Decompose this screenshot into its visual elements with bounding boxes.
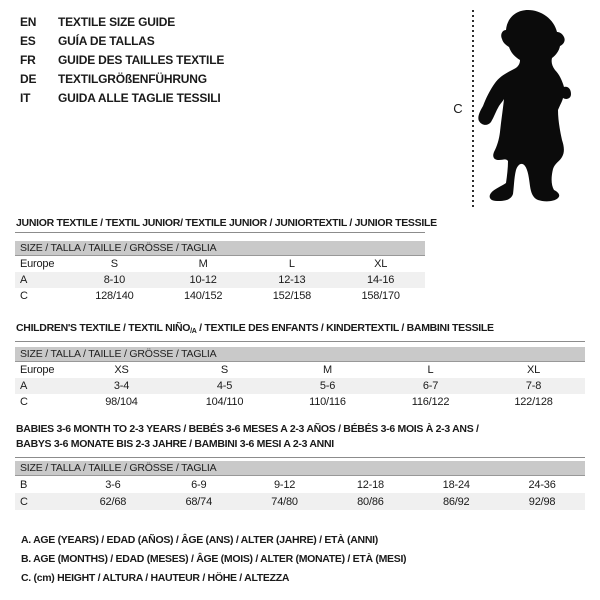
table-cell: 80/86 bbox=[357, 495, 384, 508]
language-code: EN bbox=[20, 15, 37, 29]
table-column-header: XL bbox=[526, 364, 541, 376]
table-row-label: C bbox=[20, 290, 28, 302]
table-row-label: A bbox=[20, 274, 28, 286]
table-cell: 74/80 bbox=[271, 495, 298, 508]
children-size-table bbox=[15, 341, 585, 410]
section-title-subscript: /A bbox=[190, 328, 197, 335]
table-row bbox=[15, 493, 585, 510]
table-cell: 3-4 bbox=[113, 380, 130, 392]
language-row bbox=[20, 89, 224, 108]
table-column-header: S bbox=[220, 364, 229, 376]
section-title-text: CHILDREN'S TEXTILE / TEXTIL NIÑO bbox=[16, 322, 191, 334]
table-cell: 86/92 bbox=[442, 495, 470, 508]
language-row bbox=[20, 51, 224, 70]
table-row-label: C bbox=[20, 495, 28, 508]
language-code: ES bbox=[20, 34, 36, 48]
language-row bbox=[20, 13, 224, 32]
table-cell: 5-6 bbox=[319, 380, 336, 392]
footnote-a: A. AGE (YEARS) / EDAD (AÑOS) / ÂGE (ANS) / ALTER (JAHRE) / ETÀ (ANNI) bbox=[21, 534, 378, 546]
table-row bbox=[15, 378, 585, 394]
footnote-b: B. AGE (MONTHS) / EDAD (MESES) / ÂGE (MOIS) / ALTER (MONATE) / ETÀ (MESI) bbox=[21, 553, 407, 565]
table-column-header: M bbox=[198, 258, 208, 270]
footnote-c: C. (cm) HEIGHT / ALTURA / HAUTEUR / HÖHE / ALTEZZA bbox=[21, 572, 290, 584]
language-title: GUIDE DES TAILLES TEXTILE bbox=[58, 53, 225, 67]
size-header-bar: SIZE / TALLA / TAILLE / GRÖSSE / TAGLIA bbox=[15, 347, 585, 362]
table-region-label: Europe bbox=[20, 364, 55, 376]
table-cell: 104/110 bbox=[205, 396, 244, 408]
language-list bbox=[20, 13, 224, 108]
height-dotted-line bbox=[472, 10, 474, 208]
table-column-header: XS bbox=[114, 364, 129, 376]
table-cell: 62/68 bbox=[99, 495, 127, 508]
table-column-header: XL bbox=[374, 258, 388, 270]
table-cell: 110/116 bbox=[309, 396, 346, 408]
table-cell: 158/170 bbox=[361, 290, 400, 302]
size-table bbox=[15, 256, 425, 304]
table-cell: 12-13 bbox=[278, 274, 306, 286]
table-cell: 18-24 bbox=[442, 478, 470, 491]
language-row bbox=[20, 70, 224, 89]
section-title-junior: JUNIOR TEXTILE / TEXTIL JUNIOR/ TEXTILE JUNIOR / JUNIORTEXTIL / JUNIOR TESSILE bbox=[16, 217, 437, 229]
table-row bbox=[15, 362, 585, 378]
babies-size-table bbox=[15, 457, 585, 510]
table-cell: 68/74 bbox=[185, 495, 212, 508]
table-cell: 152/158 bbox=[272, 290, 312, 302]
table-cell: 140/152 bbox=[183, 290, 223, 302]
table-row bbox=[15, 476, 585, 493]
language-title: TEXTILE SIZE GUIDE bbox=[58, 15, 176, 29]
language-code: DE bbox=[20, 72, 37, 86]
table-column-header: S bbox=[110, 258, 118, 270]
section-title-children bbox=[16, 321, 494, 340]
language-title: GUIDA ALLE TAGLIE TESSILI bbox=[58, 91, 221, 105]
table-cell: 9-12 bbox=[273, 478, 296, 491]
table-row bbox=[15, 394, 585, 410]
table-region-label: Europe bbox=[20, 258, 55, 270]
table-cell: 98/104 bbox=[105, 396, 138, 408]
size-header-bar: SIZE / TALLA / TAILLE / GRÖSSE / TAGLIA bbox=[15, 461, 585, 476]
table-row bbox=[15, 288, 425, 304]
baby-silhouette-icon bbox=[478, 10, 572, 202]
size-table bbox=[15, 362, 585, 410]
section-title-line1: BABIES 3-6 MONTH TO 2-3 YEARS / BEBÉS 3-6 MESES A 2-3 AÑOS / BÉBÉS 3-6 MOIS À 2-3 ANS / bbox=[16, 423, 479, 435]
table-cell: 10-12 bbox=[189, 274, 217, 286]
table-cell: 6-7 bbox=[422, 380, 439, 392]
table-row bbox=[15, 256, 425, 272]
language-row bbox=[20, 32, 224, 51]
height-label-c: C bbox=[453, 101, 463, 116]
language-code: FR bbox=[20, 53, 36, 67]
table-column-header: M bbox=[323, 364, 332, 376]
table-cell: 12-18 bbox=[356, 478, 384, 491]
footnotes bbox=[21, 531, 406, 588]
table-cell: 3-6 bbox=[105, 478, 121, 491]
table-row-label: C bbox=[20, 396, 28, 408]
language-title: GUÍA DE TALLAS bbox=[58, 34, 155, 48]
table-cell: 14-16 bbox=[367, 274, 395, 286]
size-table bbox=[15, 476, 585, 510]
table-cell: 4-5 bbox=[216, 380, 233, 392]
table-cell: 92/98 bbox=[528, 495, 556, 508]
table-row-label: B bbox=[20, 478, 28, 491]
section-title-text: / TEXTILE DES ENFANTS / KINDERTEXTIL / BAMBINI TESSILE bbox=[196, 322, 494, 334]
table-cell: 7-8 bbox=[525, 380, 542, 392]
table-cell: 122/128 bbox=[514, 396, 553, 408]
language-code: IT bbox=[20, 91, 31, 105]
table-cell: 8-10 bbox=[103, 274, 125, 286]
table-cell: 116/122 bbox=[411, 396, 450, 408]
table-cell: 24-36 bbox=[528, 478, 556, 491]
table-column-header: L bbox=[427, 364, 434, 376]
table-column-header: L bbox=[288, 258, 295, 270]
table-cell: 6-9 bbox=[191, 478, 207, 491]
size-header-bar: SIZE / TALLA / TAILLE / GRÖSSE / TAGLIA bbox=[15, 241, 425, 256]
section-title-babies bbox=[16, 422, 479, 451]
section-title-line2: BABYS 3-6 MONATE BIS 2-3 JAHRE / BAMBINI 3-6 MESI A 2-3 ANNI bbox=[16, 437, 334, 450]
language-title: TEXTILGRÖßENFÜHRUNG bbox=[58, 72, 207, 86]
table-cell: 128/140 bbox=[95, 290, 134, 302]
junior-size-table bbox=[15, 232, 425, 304]
table-row bbox=[15, 272, 425, 288]
table-row-label: A bbox=[20, 380, 28, 392]
